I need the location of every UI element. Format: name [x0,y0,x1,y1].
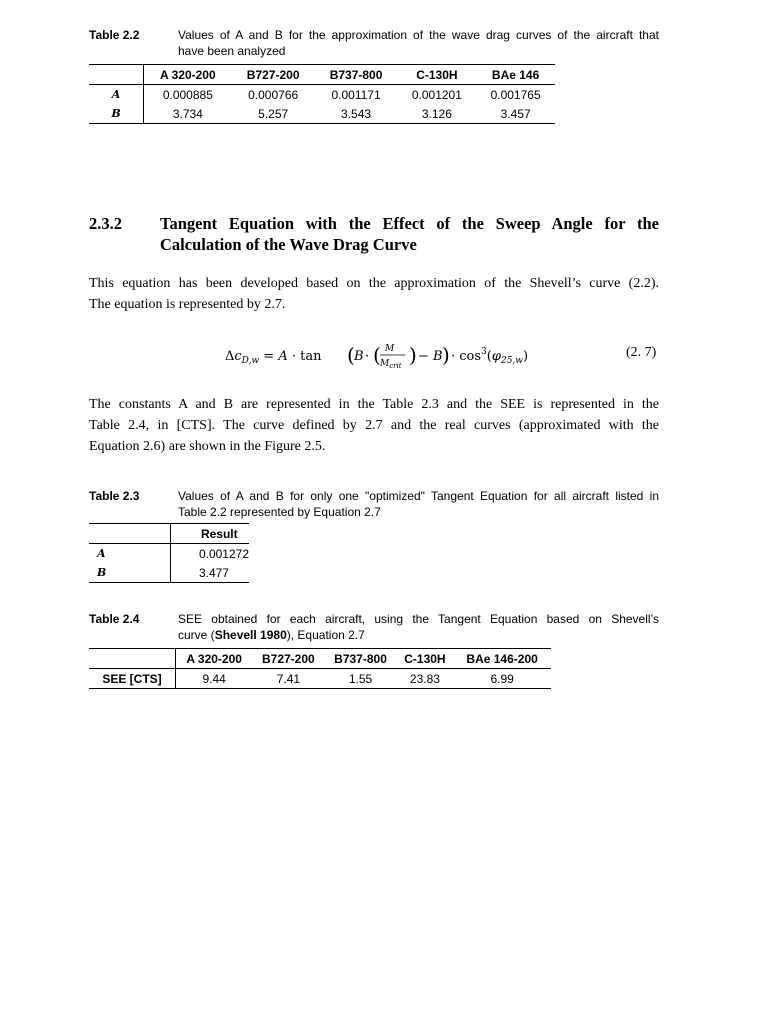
svg-text:(: ( [373,343,381,367]
svg-text:Mcrit: $M_{crit}$ [380,359,402,370]
table-cell: 6.99 [453,669,551,689]
table-2-2-label: Table 2.2 [89,28,140,42]
table-cell: 0.001201 [411,87,462,102]
paragraph-line: The equation is represented by 2.7. [89,297,286,312]
table-row [89,544,249,564]
svg-text:B: B [354,349,364,364]
citation-bold: Shevell 1980 [214,628,287,642]
table-header-row [89,65,555,85]
paragraph-intro [89,273,659,315]
column-header: B737-800 [324,649,396,669]
table-cell: 3.126 [398,104,477,124]
column-header: Result [170,524,249,544]
column-header: B727-200 [232,65,315,85]
table-header-row [89,524,249,544]
table-2-3-caption-text [178,488,659,520]
table-cell: 9.44 [176,669,253,689]
column-header: C-130H [398,65,477,85]
svg-text:(: ( [347,343,355,367]
table-2-4-caption-text [178,611,659,643]
caption-fragment: curve ( [178,628,215,642]
table-corner-cell [89,649,176,669]
table-row [89,563,249,583]
svg-text:): ) [409,343,417,367]
caption-line: Values of A and B for the approximation of the wave drag curves of the aircraft that [178,28,659,42]
svg-text:·: · [365,349,370,364]
column-header: BAe 146-200 [453,649,551,669]
table-cell: 1.55 [324,669,396,689]
caption-line [178,627,659,643]
section-number: 2.3.2 [89,214,122,233]
column-header: B727-200 [252,649,324,669]
table-cell: 0.001171 [331,87,381,102]
row-header: A [89,85,144,105]
column-header: B737-800 [315,65,398,85]
table-cell: 0.001765 [490,87,541,102]
table-cell: 23.83 [397,669,454,689]
column-header: A 320-200 [144,65,232,85]
table-row [89,85,555,105]
row-header: B [89,563,170,583]
table-cell: 0.000885 [162,87,213,102]
row-header: B [89,104,144,124]
section-title: Tangent Equation with the Effect of the Sweep Angle for the Calculation of the Wave Drag Curve [160,214,659,254]
table-cell: 3.457 [476,104,555,124]
svg-text:ΔcD,w = A · tan: $\Delta c_{D,w} = A \cdot \tan$ [225,349,322,366]
caption-fragment: ), Equation 2.7 [286,628,365,642]
equation-number: (2. 7) [626,345,657,360]
caption-line: Values of A and B for only one "optimized" Tangent Equation for all aircraft listed in [178,489,659,503]
table-2-2-caption-text [178,27,659,59]
paragraph-line: This equation has been developed based on the approximation of the Shevell’s curve (2.2). [89,276,659,291]
paragraph-line: Table 2.4, in [CTS]. The curve defined by 2.7 and the real curves (approximated with the [89,418,659,433]
table-row [89,104,555,124]
table-header-row [89,649,551,669]
paragraph-line: The constants A and B are represented in the Table 2.3 and the SEE is represented in the [89,397,659,412]
paragraph-line: Equation 2.6) are shown in the Figure 2.5. [89,439,326,454]
equation-formula [225,338,529,374]
table-cell: 0.001272 [198,546,249,561]
column-header: BAe 146 [476,65,555,85]
caption-line: Table 2.2 represented by Equation 2.7 [178,505,381,519]
table-cell: 0.000766 [248,87,299,102]
table-cell: 3.477 [170,563,249,583]
svg-text:): ) [442,343,450,367]
equation-2-7 [225,338,529,378]
svg-text:M: M [385,344,395,354]
row-header: SEE [CTS] [89,669,176,689]
table-2-4 [89,648,551,689]
svg-text:− B: − B [418,349,443,364]
caption-line: have been analyzed [178,44,286,58]
table-corner-cell [89,65,144,85]
table-cell: 7.41 [252,669,324,689]
caption-line: SEE obtained for each aircraft, using the Tangent Equation based on Shevell’s [178,612,659,626]
column-header: A 320-200 [176,649,253,669]
table-cell: 5.257 [232,104,315,124]
column-header: C-130H [397,649,454,669]
table-cell: 3.734 [144,104,232,124]
table-2-3-label: Table 2.3 [89,489,140,503]
row-header: A [89,544,170,564]
table-cell: 3.543 [315,104,398,124]
paragraph-constants [89,394,659,457]
table-2-3 [89,523,249,583]
table-2-2 [89,64,555,124]
table-row [89,669,551,689]
svg-text:· cos3(φ25,w): · $\cos^3(\varphi_{25,w})$ [451,347,529,366]
table-corner-cell [89,524,170,544]
table-2-4-label: Table 2.4 [89,612,140,626]
